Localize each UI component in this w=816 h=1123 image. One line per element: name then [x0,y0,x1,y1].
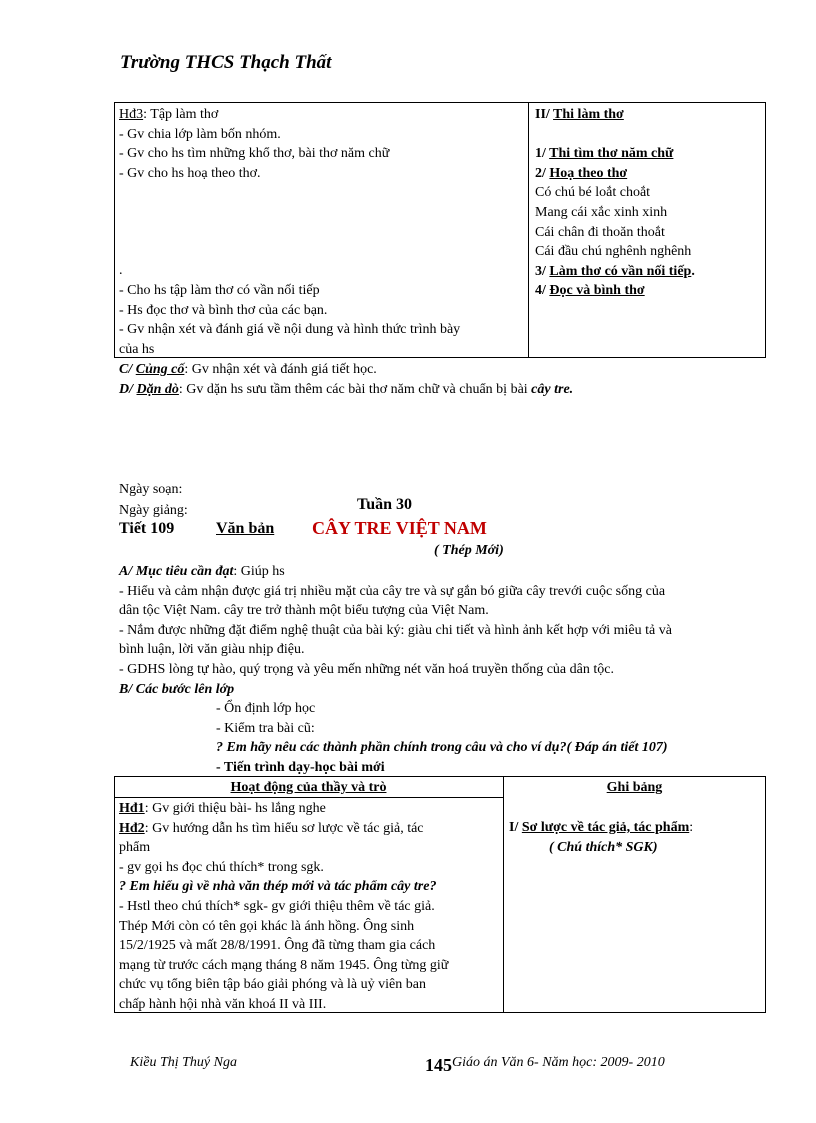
cung-co-text: : Gv nhận xét và đánh giá tiết học. [184,362,377,377]
body-line: - Hstl theo chú thích* sgk- gv giới thiệu thêm về tác giả. [119,898,435,914]
ngay-soan: Ngày soạn: [119,482,183,497]
poem-line: Mang cái xắc xinh xinh [535,204,668,220]
table-1-left-cell [119,105,524,359]
hd3-text: : Tập làm thơ [143,107,219,122]
s3-end: . [691,263,695,279]
heading-thi-lam-tho: Thi làm thơ [553,107,624,122]
poem-line: Cái chân đi thoăn thoắt [535,224,665,240]
objective-line: - GDHS lòng tự hào, quý trọng và yêu mến những nét văn hoá truyền thống của dân tộc. [119,661,614,677]
list-item: - Cho hs tập làm thơ có vần nối tiếp [119,282,320,298]
objective-line: - Nắm được những đặt điểm nghệ thuật của bài ký: giàu chi tiết và hình ảnh kết hợp với miêu tả và [119,622,672,638]
poem-line: Cái đầu chú nghênh nghênh [535,244,692,260]
s2-num: 2/ [535,165,550,181]
hd2-label: Hđ2 [119,820,145,836]
lesson-title: CÂY TRE VIỆT NAM [312,518,487,538]
col2-header-text: Ghi bảng [606,780,663,795]
heading-num: II/ [535,107,554,122]
section-a-tail: : Giúp hs [233,564,285,579]
body-line: mạng từ trước cách mạng tháng 8 năm 1945. Ông từng giữ [119,957,449,973]
poem-line: Có chú bé loắt choắt [535,185,651,201]
list-item: - gv gọi hs đọc chú thích* trong sgk. [119,859,324,875]
section-a [119,562,759,680]
body-line: chức vụ tổng biên tập báo giải phóng và là uỷ viên ban [119,977,426,993]
s4-label: Đọc và bình thơ [549,283,645,299]
dan-do [119,380,573,400]
dan-do-text: : Gv dặn hs sưu tầm thêm các bài thơ năm chữ và chuẩn bị bài [178,382,532,397]
body-line: chấp hành hội nhà văn khoá II và III. [119,996,327,1012]
footer-page-number: 145 [425,1055,452,1075]
step-item: - Ổn định lớp học [216,701,316,716]
cung-co [119,360,377,380]
cung-co-label: C/ [119,362,136,377]
table-2-col1-header [114,778,503,798]
footer-course: Giáo án Văn 6- Năm học: 2009- 2010 [452,1055,665,1070]
s3-label: Làm thơ có vần nối tiếp [549,263,692,279]
ngay-giang: Ngày giảng: [119,503,188,518]
s1-num: 1/ [535,146,550,162]
col1-header-text: Hoạt động của thầy và trò [230,780,387,795]
tiet-label: Tiết 109 [119,520,175,537]
objective-line: bình luận, lời văn giàu nhịp điệu. [119,642,305,658]
section-b-steps [216,699,668,777]
step-item: - Kiểm tra bài cũ: [216,720,315,736]
s1-label: Thi tìm thơ năm chữ [549,146,674,162]
cung-co-label-u: Củng cố [135,362,185,377]
objective-line: - Hiểu và cảm nhận được giá trị nhiều mặt của cây tre và sự gắn bó giữa cây trevới cuộc sống của [119,583,666,599]
dan-do-label: D/ [119,382,137,397]
table-2-question: ? Em hiểu gì về nhà văn thép mới và tác phẩm cây tre? [119,879,437,895]
footer-author: Kiều Thị Thuý Nga [130,1055,237,1070]
list-item: - Gv nhận xét và đánh giá về nội dung và hình thức trình bày [119,322,461,338]
objective-line: dân tộc Việt Nam. cây tre trở thành một biểu tượng của Việt Nam. [119,603,489,619]
body-line: 15/2/1925 và mất 28/8/1991. Ông đã từng tham gia cách [119,938,436,954]
table-2-right-cell [509,818,764,857]
list-item: - Gv cho hs tìm những khổ thơ, bài thơ năm chữ [119,146,390,162]
section-b-label: B/ Các bước lên lớp [119,682,235,697]
table-1-divider [528,102,529,358]
table-1-right-cell [535,105,763,301]
body-line: Thép Mới còn có tên gọi khác là ánh hồng. Ông sinh [119,918,415,934]
hd1-text: : Gv giới thiệu bài- hs lắng nghe [144,801,326,816]
section-b-question: ? Em hãy nêu các thành phần chính trong câu và cho ví dụ?( Đáp án tiết 107) [216,740,668,756]
table-2-col2-header [503,778,766,798]
table-2-divider [503,776,504,1013]
list-item: - Hs đọc thơ và bình thơ của các bạn. [119,302,328,318]
school-header: Trường THCS Thạch Thất [120,52,332,73]
section-a-label: A/ Mục tiêu cần đạt [119,564,234,579]
right-heading: Sơ lược về tác giả, tác phẩm [521,820,690,835]
right-heading-num: I/ [509,820,522,835]
hd1-label: Hđ1 [119,801,145,816]
s2-label: Hoạ theo thơ [549,165,628,181]
lesson-author: ( Thép Mới) [434,543,504,558]
right-sub: ( Chú thích* SGK) [549,839,658,855]
right-heading-end: : [689,820,694,835]
dan-do-label-u: Dặn dò [136,382,179,397]
hd2-text-cont: phẩm [119,840,151,856]
dan-do-bold: cây tre. [531,382,574,397]
list-item: - Gv cho hs hoạ theo thơ. [119,165,261,181]
van-ban-label: Văn bản [216,520,275,537]
tuan-label: Tuần 30 [357,496,412,513]
table-2-left-cell [119,799,501,1015]
step-item: - Tiến trình dạy-học bài mới [216,759,385,775]
list-item: của hs [119,341,155,357]
s4-num: 4/ [535,283,550,299]
s3-num: 3/ [535,263,550,279]
hd2-text: : Gv hướng dẫn hs tìm hiểu sơ lược về tác giả, tác [144,820,424,836]
dot-mark: . [119,263,123,279]
hd3-label: Hđ3 [119,107,144,122]
list-item: - Gv chia lớp làm bốn nhóm. [119,126,281,142]
